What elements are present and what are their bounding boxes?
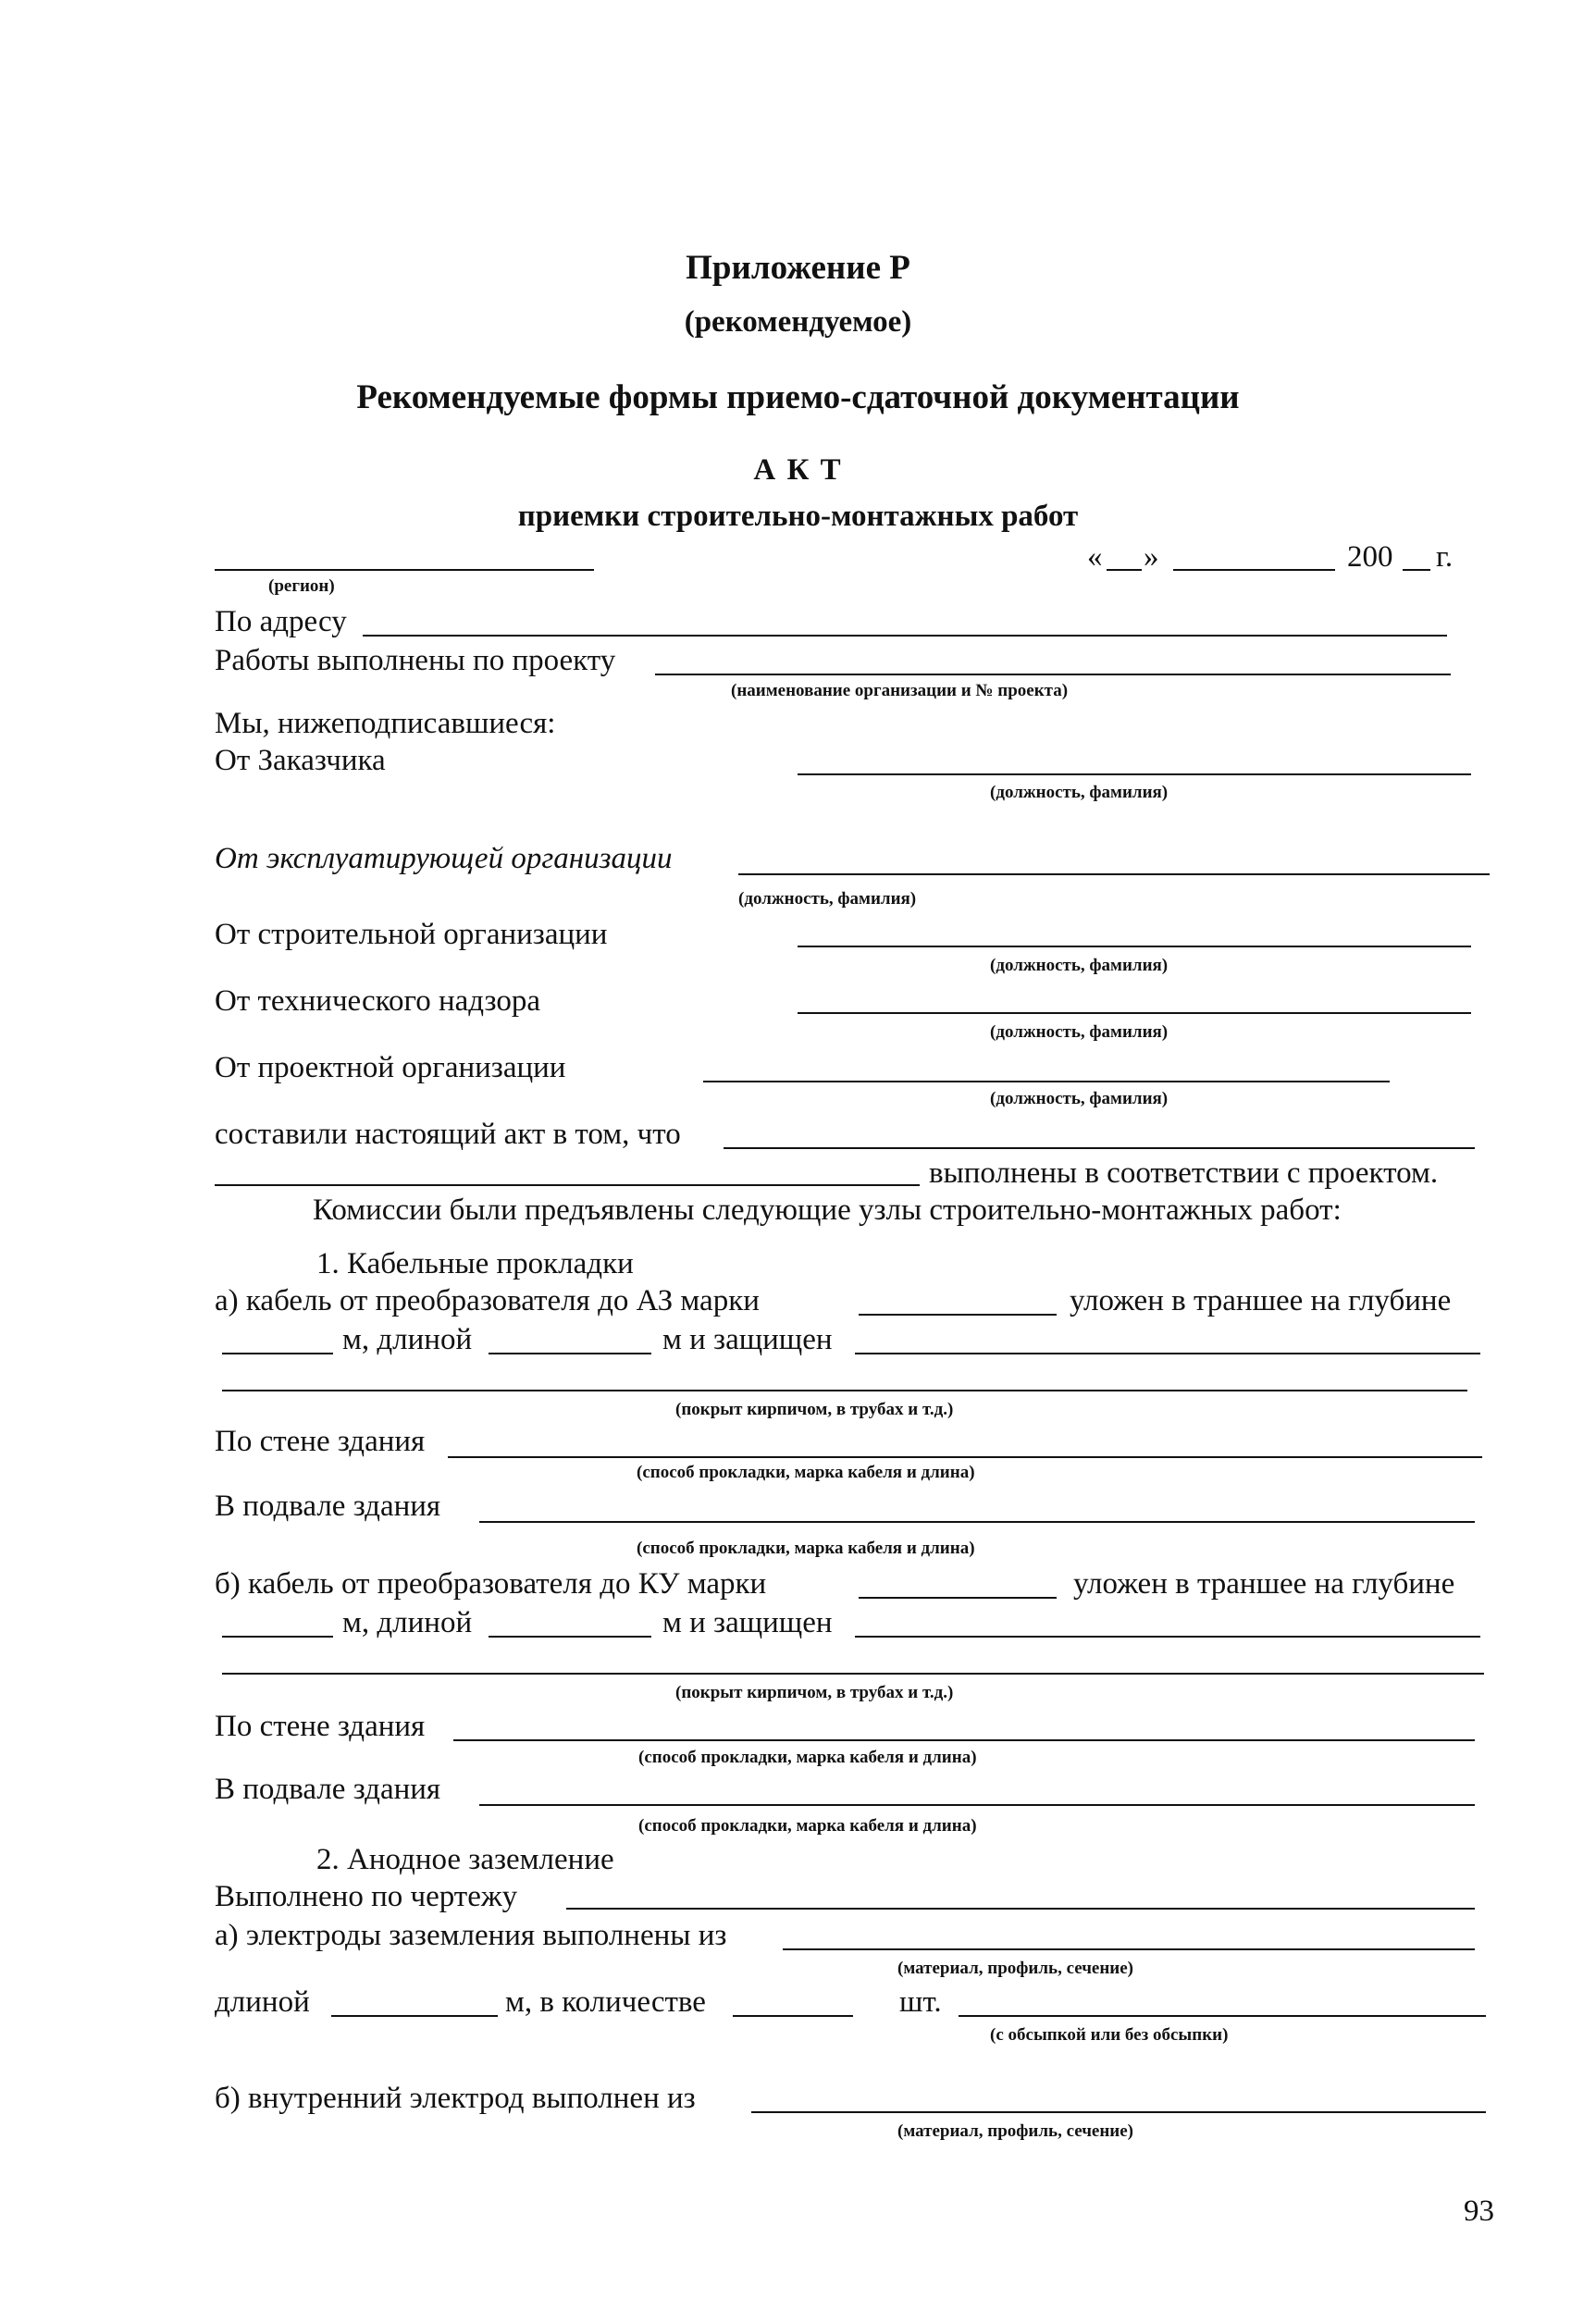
design-org-line xyxy=(703,1081,1390,1082)
cable-b-mark-line xyxy=(859,1597,1057,1599)
compiled-label: составили настоящий акт в том, что xyxy=(215,1118,681,1151)
cable-a-mark-line xyxy=(859,1314,1057,1316)
inner-electrode-caption: (материал, профиль, сечение) xyxy=(897,2121,1133,2141)
backfill-caption: (с обсыпкой или без обсыпки) xyxy=(990,2025,1229,2045)
quantity-line xyxy=(733,2015,853,2017)
compiled-line-2 xyxy=(215,1184,920,1186)
cable-a-protection-caption: (покрыт кирпичом, в трубах и т.д.) xyxy=(675,1400,954,1419)
region-line xyxy=(215,569,594,571)
cable-b-protection-line-2 xyxy=(222,1673,1484,1675)
section2-title: 2. Анодное заземление xyxy=(316,1843,614,1876)
cable-a-length-line xyxy=(489,1353,651,1354)
project-label: Работы выполнены по проекту xyxy=(215,644,616,677)
date-year-line xyxy=(1403,569,1430,571)
cable-b-basement-label: В подвале здания xyxy=(215,1773,441,1806)
cable-a-protected-label: м и защищен xyxy=(662,1323,833,1356)
operating-org-caption: (должность, фамилия) xyxy=(738,889,917,909)
cable-a-basement-line xyxy=(479,1521,1475,1523)
act-title: А К Т xyxy=(753,453,843,487)
length-line xyxy=(331,2015,498,2017)
tech-supervision-label: От технического надзора xyxy=(215,984,540,1018)
quantity-label: м, в количестве xyxy=(505,1985,706,2019)
backfill-line xyxy=(959,2015,1486,2017)
section1-title: 1. Кабельные прокладки xyxy=(316,1247,634,1280)
cable-b-wall-label: По стене здания xyxy=(215,1710,426,1743)
date-year-suffix: г. xyxy=(1436,540,1454,574)
customer-caption: (должность, фамилия) xyxy=(990,783,1169,802)
cable-a-basement-label: В подвале здания xyxy=(215,1490,441,1523)
project-line xyxy=(655,674,1451,675)
drawing-line xyxy=(566,1908,1475,1910)
cable-b-basement-line xyxy=(479,1804,1475,1806)
cable-a-wall-label: По стене здания xyxy=(215,1425,426,1458)
cable-b-label: б) кабель от преобразователя до КУ марки xyxy=(215,1567,767,1601)
date-day-line xyxy=(1107,569,1142,571)
drawing-label: Выполнено по чертежу xyxy=(215,1880,518,1913)
cable-a-wall-line xyxy=(448,1456,1482,1458)
section-title: Рекомендуемые формы приемо-сдаточной документации xyxy=(356,378,1240,416)
tech-supervision-caption: (должность, фамилия) xyxy=(990,1022,1169,1042)
cable-b-protection-caption: (покрыт кирпичом, в трубах и т.д.) xyxy=(675,1683,954,1702)
address-label: По адресу xyxy=(215,605,347,638)
act-subtitle: приемки строительно-монтажных работ xyxy=(517,500,1079,533)
date-month-line xyxy=(1173,569,1335,571)
electrodes-line xyxy=(783,1948,1475,1950)
presented-text: Комиссии были предъявлены следующие узлы строительно-монтажных работ: xyxy=(313,1193,1342,1227)
address-line xyxy=(363,635,1447,637)
cable-a-protection-line xyxy=(855,1353,1480,1354)
cable-a-length-label: м, длиной xyxy=(342,1323,473,1356)
cable-b-protected-label: м и защищен xyxy=(662,1606,833,1639)
cable-b-wall-caption: (способ прокладки, марка кабеля и длина) xyxy=(638,1748,977,1767)
operating-org-label: От эксплуатирующей организации xyxy=(215,842,673,875)
construction-org-label: От строительной организации xyxy=(215,918,608,951)
cable-b-depth-line xyxy=(222,1636,333,1638)
compiled-line xyxy=(724,1147,1475,1149)
recommended-note: (рекомендуемое) xyxy=(684,305,912,339)
design-org-caption: (должность, фамилия) xyxy=(990,1089,1169,1108)
construction-org-caption: (должность, фамилия) xyxy=(990,956,1169,975)
cable-b-basement-caption: (способ прокладки, марка кабеля и длина) xyxy=(638,1816,977,1836)
project-caption: (наименование организации и № проекта) xyxy=(731,681,1069,700)
cable-b-protection-line xyxy=(855,1636,1480,1638)
customer-line xyxy=(798,773,1471,775)
pcs-label: шт. xyxy=(899,1985,942,2019)
cable-b-wall-line xyxy=(453,1739,1475,1741)
inner-electrode-line xyxy=(751,2111,1486,2113)
region-caption: (регион) xyxy=(268,576,335,596)
compliance-text: выполнены в соответствии с проектом. xyxy=(929,1156,1439,1190)
length-label: длиной xyxy=(215,1985,310,2019)
date-quote-open: « xyxy=(1087,540,1103,574)
inner-electrode-label: б) внутренний электрод выполнен из xyxy=(215,2082,696,2115)
page-number: 93 xyxy=(1464,2195,1494,2228)
date-quote-close: » xyxy=(1144,540,1159,574)
cable-a-wall-caption: (способ прокладки, марка кабеля и длина) xyxy=(637,1463,975,1482)
cable-a-depth-line xyxy=(222,1353,333,1354)
electrodes-label: а) электроды заземления выполнены из xyxy=(215,1919,727,1952)
cable-a-basement-caption: (способ прокладки, марка кабеля и длина) xyxy=(637,1539,975,1558)
cable-a-protection-line-2 xyxy=(222,1390,1467,1391)
customer-label: От Заказчика xyxy=(215,744,386,777)
undersigned-text: Мы, нижеподписавшиеся: xyxy=(215,707,556,740)
electrodes-material-caption: (материал, профиль, сечение) xyxy=(897,1959,1133,1978)
date-year-prefix: 200 xyxy=(1347,540,1393,574)
appendix-title: Приложение Р xyxy=(686,249,910,287)
cable-b-length-label: м, длиной xyxy=(342,1606,473,1639)
cable-a-trench-text: уложен в траншее на глубине xyxy=(1070,1284,1452,1317)
design-org-label: От проектной организации xyxy=(215,1051,566,1084)
cable-b-trench-text: уложен в траншее на глубине xyxy=(1073,1567,1455,1601)
operating-org-line xyxy=(738,873,1490,875)
cable-b-length-line xyxy=(489,1636,651,1638)
construction-org-line xyxy=(798,946,1471,947)
cable-a-label: а) кабель от преобразователя до АЗ марки xyxy=(215,1284,760,1317)
tech-supervision-line xyxy=(798,1012,1471,1014)
